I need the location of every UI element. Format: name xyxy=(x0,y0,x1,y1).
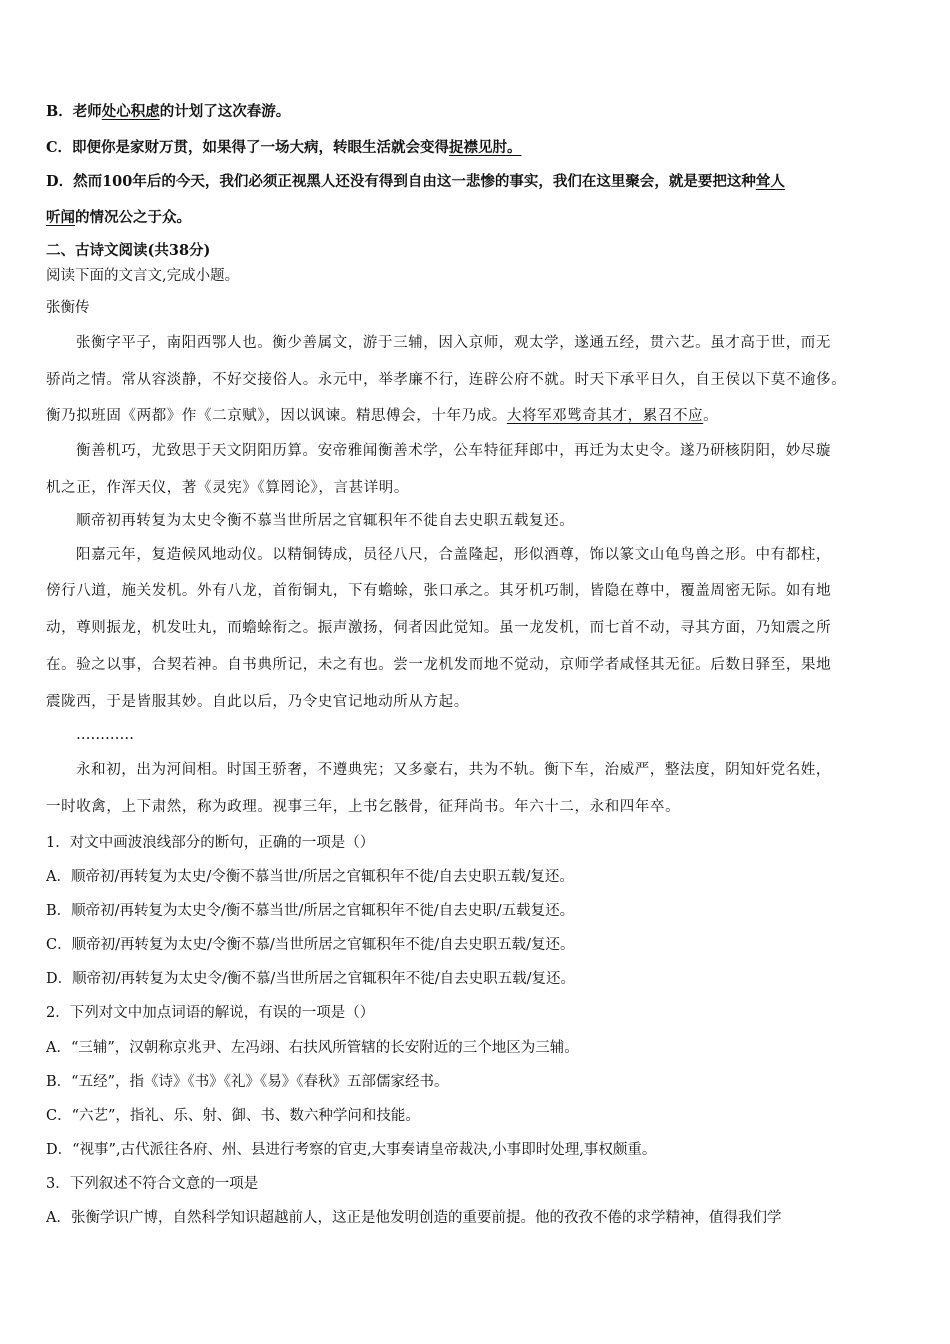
passage-line: 在。验之以事，合契若神。自书典所记，未之有也。尝一龙机发而地不觉动，京师学者咸怪其无征。后数日驿至，果地 xyxy=(46,657,832,673)
option-text: 老师 xyxy=(72,103,102,120)
option-text: 然而100年后的今天，我们必须正视黑人还没有得到自由这一悲惨的事实，我们在这里聚会，就是要把这种 xyxy=(73,173,756,190)
underlined-sentence: 大将军邓骘奇其才，累召不应 xyxy=(506,408,704,424)
option-b-line xyxy=(46,102,916,122)
passage-line: 骄尚之情。常从容淡静，不好交接俗人。永元中，举孝廉不行，连辟公府不就。时天下承平日久，自王侯以下莫不逾侈。 xyxy=(46,372,847,388)
question-stem: 1．对文中画波浪线部分的断句，正确的一项是（） xyxy=(46,835,375,851)
passage-line: 一时收禽，上下肃然，称为政理。视事三年，上书乞骸骨，征拜尚书。年六十二，永和四年卒。 xyxy=(46,799,681,815)
passage-line: 阳嘉元年，复造候风地动仪。以精铜铸成，员径八尺，合盖隆起，形似酒尊，饰以篆文山龟鸟兽之形。中有都柱， xyxy=(76,547,831,563)
option-text: 的计划了这次春游。 xyxy=(159,103,291,120)
option-text: 的情况公之于众。 xyxy=(75,209,191,226)
passage-text: 衡乃拟班固《两都》作《二京赋》，因以讽谏。精思傅会，十年乃成。 xyxy=(46,408,507,424)
underlined-phrase: 处心积虑 xyxy=(101,103,160,120)
underlined-phrase: 听闻 xyxy=(46,209,75,226)
passage-text: 。 xyxy=(703,408,719,424)
choice-b: B．顺帝初/再转复为太史令/衡不慕当世/所居之官辄积年不徙/自去史职/五载复还。 xyxy=(46,903,575,919)
choice-c: C．“六艺”，指礼、乐、射、御、书、数六种学问和技能。 xyxy=(46,1108,420,1124)
choice-d: D．“视事”,古代派往各府、州、县进行考察的官吏,大事奏请皇帝裁决,小事即时处理,事权颇重。 xyxy=(46,1142,657,1158)
option-letter: D． xyxy=(46,173,74,190)
option-d-line1 xyxy=(46,172,916,192)
choice-d: D．顺帝初/再转复为太史令/衡不慕/当世所居之官辄积年不徙/自去史职五载/复还。 xyxy=(46,971,576,987)
passage-line: 张衡字平子，南阳西鄂人也。衡少善属文，游于三辅，因入京师，观太学，遂通五经，贯六艺。虽才高于世，而无 xyxy=(76,335,831,351)
option-c-line xyxy=(46,138,916,158)
choice-a: A．张衡学识广博，自然科学知识超越前人，这正是他发明创造的重要前提。他的孜孜不倦的求学精神，值得我们学 xyxy=(46,1210,782,1226)
passage-line: 震陇西，于是皆服其妙。自此以后，乃令史官记地动所从方起。 xyxy=(46,694,469,710)
passage-title: 张衡传 xyxy=(46,300,90,316)
choice-b: B．“五经”，指《诗》《书》《礼》《易》《春秋》五部儒家经书。 xyxy=(46,1074,449,1090)
passage-line: 傍行八道，施关发机。外有八龙，首衔铜丸，下有蟾蜍，张口承之。其牙机巧制，皆隐在尊中，覆盖周密无际。如有地 xyxy=(46,583,832,599)
underlined-phrase: 捉襟见肘。 xyxy=(449,139,522,156)
ellipsis: ………… xyxy=(76,727,134,743)
option-letter: B． xyxy=(46,103,73,120)
choice-c: C．顺帝初/再转复为太史/令衡不慕/当世所居之官辄积年不徙/自去史职五载/复还。 xyxy=(46,937,575,953)
passage-line xyxy=(46,406,916,426)
underlined-phrase: 耸人 xyxy=(755,173,785,190)
passage-line: 机之正，作浑天仪，著《灵宪》《算罔论》，言甚详明。 xyxy=(46,480,409,496)
choice-a: A．“三辅”，汉朝称京兆尹、左冯翊、右扶风所管辖的长安附近的三个地区为三辅。 xyxy=(46,1040,579,1056)
wavy-line-sentence: 顺帝初再转复为太史令衡不慕当世所居之官辄积年不徙自去史职五载复还。 xyxy=(76,513,575,529)
passage-line: 动，尊则振龙，机发吐丸，而蟾蜍衔之。振声激扬，伺者因此觉知。虽一龙发机，而七首不动，寻其方面，乃知震之所 xyxy=(46,620,832,636)
passage-line: 衡善机巧，尤致思于天文阴阳历算。安帝雅闻衡善术学，公车特征拜郎中，再迁为太史令。遂乃研核阴阳，妙尽璇 xyxy=(76,443,831,459)
option-text: 即便你是家财万贯，如果得了一场大病，转眼生活就会变得 xyxy=(72,139,450,156)
question-stem: 2．下列对文中加点词语的解说，有误的一项是（） xyxy=(46,1005,375,1021)
question-stem: 3．下列叙述不符合文意的一项是 xyxy=(46,1176,259,1192)
option-d-line2 xyxy=(46,208,916,228)
option-letter: C． xyxy=(46,139,73,156)
section-heading: 二、古诗文阅读(共38分) xyxy=(46,242,211,259)
passage-line: 永和初，出为河间相。时国王骄奢，不遵典宪；又多豪右，共为不轨。衡下车，治威严，整法度，阴知奸党名姓， xyxy=(76,762,831,778)
section-instruction: 阅读下面的文言文,完成小题。 xyxy=(46,268,240,284)
choice-a: A．顺帝初/再转复为太史/令衡不慕当世/所居之官辄积年不徙/自去史职五载/复还。 xyxy=(46,869,574,885)
